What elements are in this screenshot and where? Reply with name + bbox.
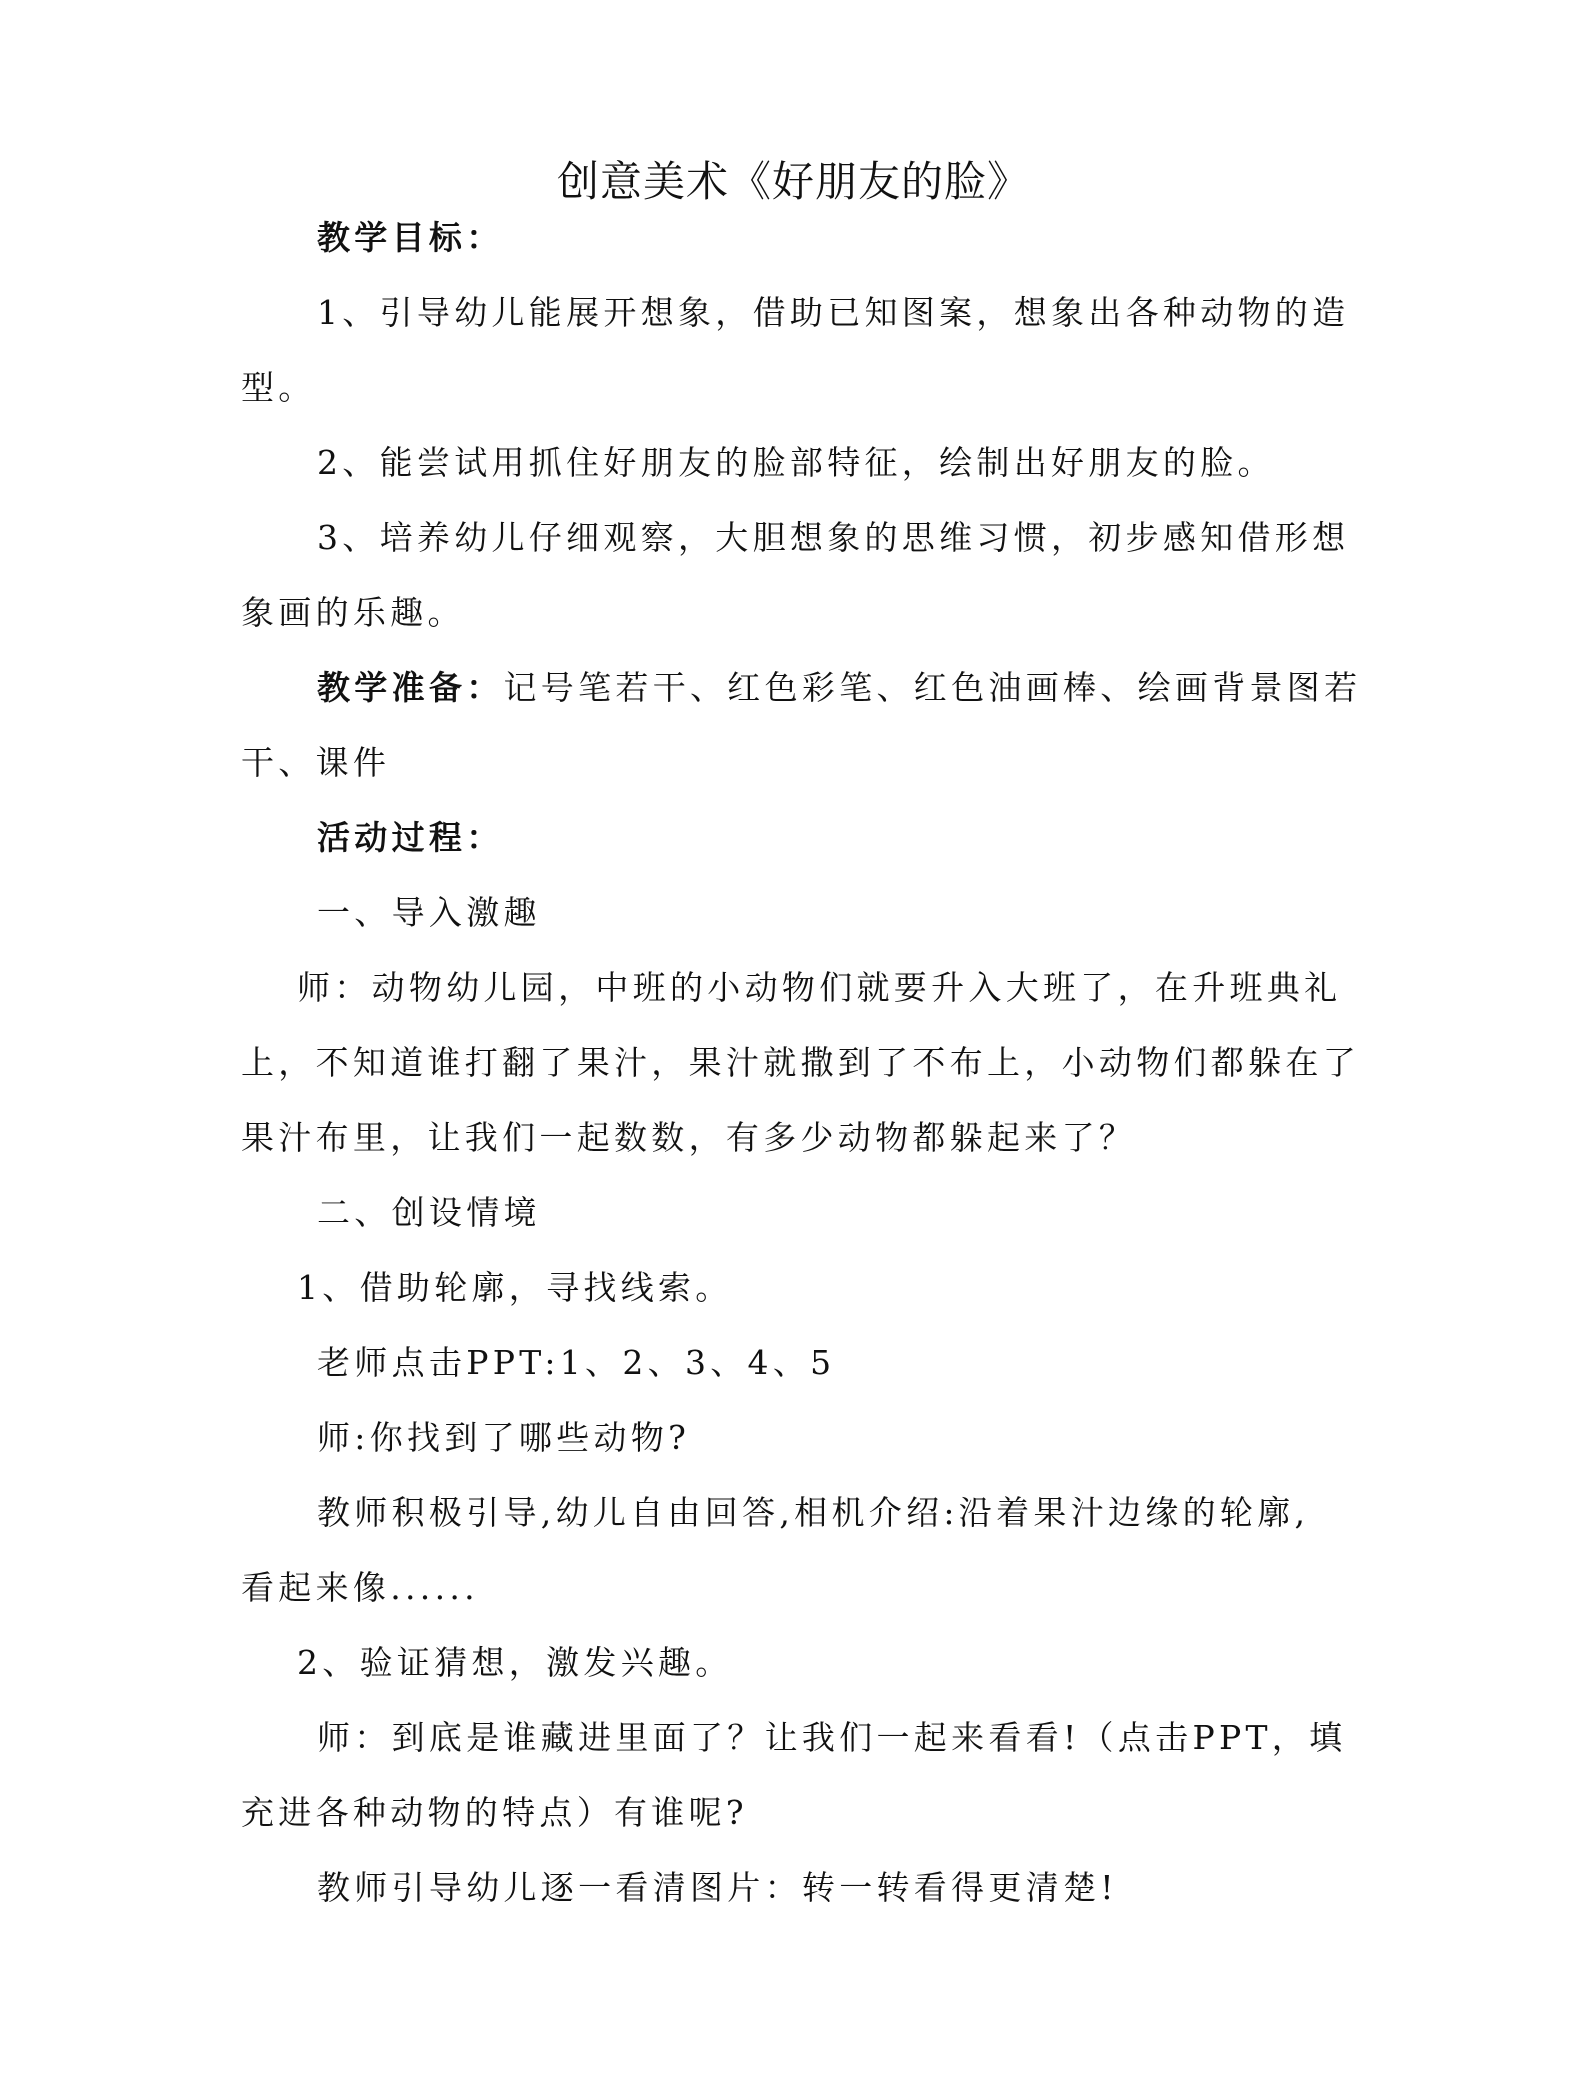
text-line: 师:你找到了哪些动物? <box>317 1418 691 1457</box>
text-line: 师：动物幼儿园，中班的小动物们就要升入大班了，在升班典礼 <box>297 968 1342 1007</box>
text-line: 上，不知道谁打翻了果汁，果汁就撒到了不布上，小动物们都躲在了 <box>241 1043 1360 1082</box>
text-line: 果汁布里，让我们一起数数，有多少动物都躲起来了？ <box>241 1118 1137 1157</box>
text-line: 2、能尝试用抓住好朋友的脸部特征，绘制出好朋友的脸。 <box>317 443 1275 482</box>
text-line: 1、引导幼儿能展开想象，借助已知图案，想象出各种动物的造 <box>317 293 1350 332</box>
text-line: 教学目标： <box>317 218 504 257</box>
text-line: 活动过程： <box>317 818 504 857</box>
text-line: 象画的乐趣。 <box>241 593 465 632</box>
section-text: 记号笔若干、红色彩笔、红色油画棒、绘画背景图若 <box>503 668 1362 707</box>
text-line <box>317 664 1362 712</box>
text-line: 1、借助轮廓，寻找线索。 <box>297 1268 733 1307</box>
text-line: 2、验证猜想，激发兴趣。 <box>297 1643 733 1682</box>
text-line: 教师引导幼儿逐一看清图片：转一转看得更清楚! <box>317 1868 1118 1907</box>
text-line: 看起来像...... <box>241 1568 479 1607</box>
text-line: 教师积极引导,幼儿自由回答,相机介绍:沿着果汁边缘的轮廓, <box>317 1493 1310 1532</box>
text-line: 师：到底是谁藏进里面了？让我们一起来看看!（点击PPT，填 <box>317 1718 1347 1757</box>
text-line: 二、创设情境 <box>317 1193 541 1232</box>
text-line: 型。 <box>241 368 316 407</box>
text-line: 老师点击PPT:1、2、3、4、5 <box>317 1343 836 1382</box>
text-line: 一、导入激趣 <box>317 893 541 932</box>
section-label: 教学准备： <box>317 668 504 707</box>
text-line: 充进各种动物的特点）有谁呢? <box>241 1793 748 1832</box>
document-title: 创意美术《好朋友的脸》 <box>556 157 1030 206</box>
text-line: 干、课件 <box>241 743 391 782</box>
text-line: 3、培养幼儿仔细观察，大胆想象的思维习惯，初步感知借形想 <box>317 518 1350 557</box>
